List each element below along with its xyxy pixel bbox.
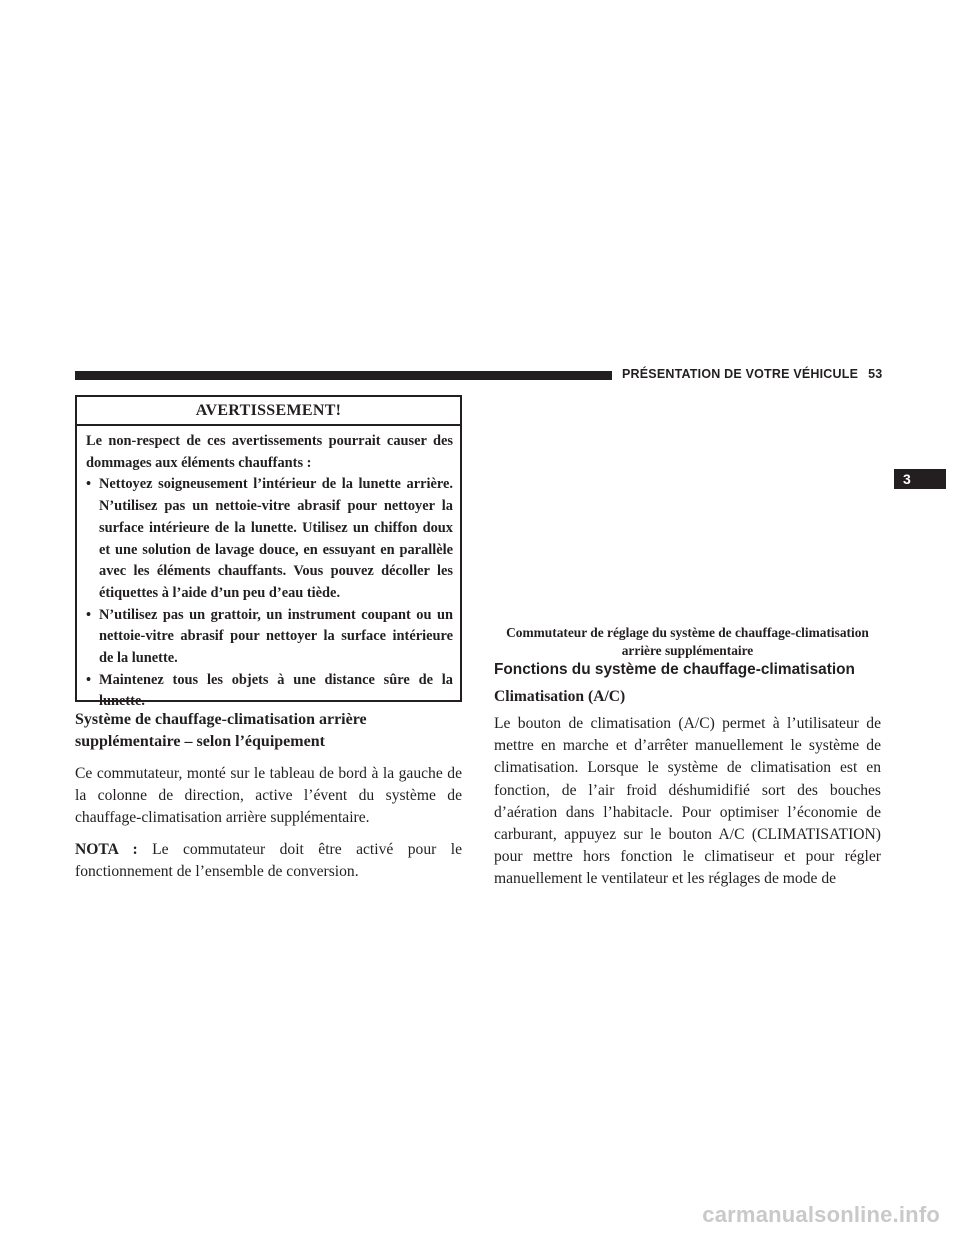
warning-body [77,426,460,713]
warning-title: AVERTISSEMENT! [77,397,460,426]
figure-caption: Commutateur de réglage du système de chauffage-climatisation arrière supplémentaire [506,625,869,658]
section-heading-sans: Fonctions du système de chauffage-climatisation [494,661,855,678]
warning-item: • N’utilisez pas un grattoir, un instrument coupant ou un nettoie-vitre abrasif pour nettoyer la surface intérieure de la lunette. [86,606,453,667]
warning-box [75,395,462,710]
header-rule [75,371,612,380]
watermark: carmanualsonline.info [702,1202,940,1227]
bullet-icon: • [86,671,92,688]
warning-item: • Maintenez tous les objets à une distance sûre de la lunette. [86,671,453,710]
body-paragraph-right: Le bouton de climatisation (A/C) permet à l’utilisateur de mettre en marche et d’arrêter manuellement le système de climatisation. Lorsque le système de climatisation est en fonction, de l’air froid déshumidifié sort des bouches d’aération dans l’habitacle. Pour optimiser l’économie de carburant, appuyez sur le bouton A/C (CLIMATISATION) pour mettre hors fonction le climatiseur et pour régler manuellement le ventilateur et les réglages de mode de [494,715,881,888]
left-column [75,709,462,883]
bullet-icon: • [86,606,92,623]
subheading: Climatisation (A/C) [494,688,626,705]
section-title: PRÉSENTATION DE VOTRE VÉHICULE [622,367,859,381]
chapter-tab: 3 [894,469,946,489]
nota-label: NOTA : [75,840,138,858]
running-header [622,367,894,385]
warning-list [86,474,453,713]
warning-intro: Le non-respect de ces avertissements pourrait causer des dommages aux éléments chauffants : [86,433,453,471]
section-heading: Système de chauffage-climatisation arrière supplémentaire – selon l’équipement [75,711,367,750]
bullet-icon: • [86,476,92,493]
nota-text: Le commutateur doit être activé pour le fonctionnement de l’ensemble de conversion. [75,840,462,880]
warning-item: • Nettoyez soigneusement l’intérieur de la lunette arrière. N’utilisez pas un nettoie-vitre abrasif pour nettoyer la surface intérieure de la lunette. Utilisez un chiffon doux et une solution de lavage douce, en essuyant en parallèle avec les éléments chauffants. Vous pouvez décoller les étiquettes à l’aide d’un peu d’eau tiède. [86,476,453,601]
page-number: 53 [868,367,883,381]
body-paragraph: Ce commutateur, monté sur le tableau de bord à la gauche de la colonne de direction, active l’évent du système de chauffage-climatisation arrière supplémentaire. [75,765,462,826]
nota-paragraph [75,839,462,883]
